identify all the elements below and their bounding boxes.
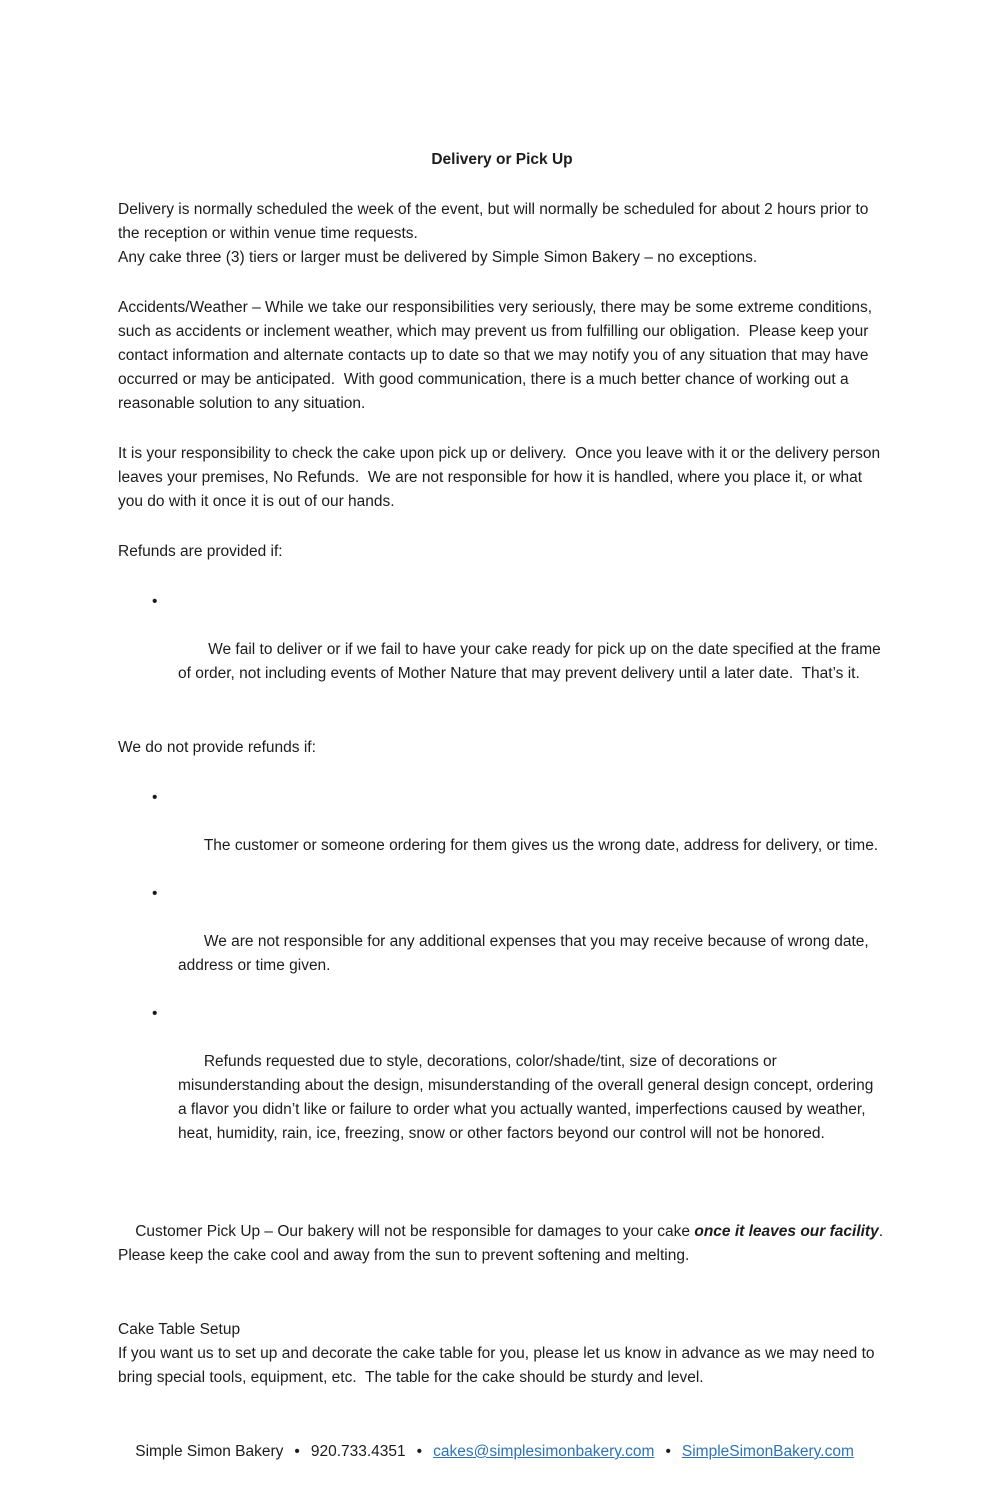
paragraph-scheduling-line2: Any cake three (3) tiers or larger must be delivered by Simple Simon Bakery – no exceptions. xyxy=(118,249,758,266)
list-item-text: Refunds requested due to style, decorations, color/shade/tint, size of decorations or misunderstanding about the design, misunderstanding of the overall general design concept, ordering a flavor you didn’t like or failure to order what you actually wanted, imperfections caused by weather, heat, humidity, rain, ice, freezing, snow or other factors beyond our control will not be honored. xyxy=(178,1053,878,1142)
paragraph-customer-pickup xyxy=(118,1196,892,1292)
website-link[interactable]: SimpleSimonBakery.com xyxy=(681,1443,854,1460)
customer-pickup-emphasis: once it leaves our facility xyxy=(694,1223,879,1240)
bullet-icon: • xyxy=(152,789,158,806)
paragraph-accidents-weather: Accidents/Weather – While we take our responsibilities very seriously, there may be some extreme conditions, such as accidents or inclement weather, which may prevent us from fulfilling our obligation. Please keep your contact information and alternate contacts up to date so that we may notify you of any situation that may have occurred or may be anticipated. With good communication, there is a much better chance of working out a reasonable solution to any situation. xyxy=(118,299,877,412)
list-item xyxy=(118,786,886,882)
list-item-text: We are not responsible for any additional expenses that you may receive because of wrong date, address or time given. xyxy=(178,933,874,974)
list-item xyxy=(118,1002,886,1170)
customer-pickup-text-end: . Please keep the cake cool and away from the sun to prevent softening and melting. xyxy=(118,1223,892,1264)
bullet-icon: • xyxy=(152,885,158,902)
refunds-not-provided-heading: We do not provide refunds if: xyxy=(118,739,316,756)
refunds-provided-heading: Refunds are provided if: xyxy=(118,543,283,560)
page-footer xyxy=(118,1416,886,1488)
refunds-provided-list xyxy=(118,590,886,710)
bullet-separator: • xyxy=(665,1443,671,1460)
footer-business-name: Simple Simon Bakery xyxy=(135,1443,284,1460)
bullet-separator: • xyxy=(416,1443,423,1460)
list-item xyxy=(118,590,886,710)
bullet-separator: • xyxy=(294,1443,300,1460)
list-item xyxy=(118,882,886,1002)
paragraph-cake-table: If you want us to set up and decorate the cake table for you, please let us know in advance as we may need to bring special tools, equipment, etc. The table for the cake should be sturdy and level. xyxy=(118,1345,879,1386)
bullet-icon: • xyxy=(152,593,158,610)
list-item-text: We fail to deliver or if we fail to have your cake ready for pick up on the date specified at the frame of order, not including events of Mother Nature that may prevent delivery until a later date. That’s it. xyxy=(178,641,886,682)
email-link[interactable]: cakes@simplesimonbakery.com xyxy=(433,1443,655,1460)
bullet-icon: • xyxy=(152,1005,158,1022)
refunds-not-provided-list xyxy=(118,786,886,1170)
customer-pickup-text: Customer Pick Up – Our bakery will not be responsible for damages to your cake xyxy=(135,1223,695,1240)
cake-table-heading: Cake Table Setup xyxy=(118,1321,241,1338)
paragraph-scheduling-line1: Delivery is normally scheduled the week of the event, but will normally be scheduled for about 2 hours prior to the reception or within venue time requests. xyxy=(118,201,873,242)
footer-phone: 920.733.4351 xyxy=(310,1443,406,1460)
list-item-text: The customer or someone ordering for them gives us the wrong date, address for delivery, or time. xyxy=(203,837,879,854)
page-title: Delivery or Pick Up xyxy=(431,151,573,168)
paragraph-responsibility: It is your responsibility to check the cake upon pick up or delivery. Once you leave with it or the delivery person leaves your premises, No Refunds. We are not responsible for how it is handled, where you place it, or what you do with it once it is out of our hands. xyxy=(118,445,885,510)
